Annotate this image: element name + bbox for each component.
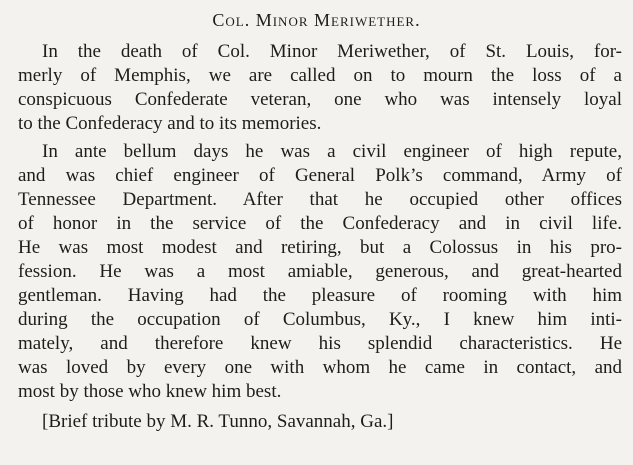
paragraph-2-line-4: of honor in the service of the Confederacy and in civil life.: [18, 213, 622, 234]
paragraph-2-line-3: Tennessee Department. After that he occupied other offices: [18, 189, 622, 210]
paragraph-1-line-4: to the Confederacy and to its memories.: [18, 113, 322, 134]
paragraph-2-line-7: gentleman. Having had the pleasure of rooming with him: [18, 285, 622, 306]
paragraph-1-line-1: In the death of Col. Minor Meriwether, of St. Louis, for-: [42, 41, 622, 62]
paragraph-2-line-1: In ante bellum days he was a civil engineer of high repute,: [42, 141, 622, 162]
paragraph-2-line-2: and was chief engineer of General Polk’s command, Army of: [18, 165, 622, 186]
paragraph-2-line-6: fession. He was a most amiable, generous, and great-hearted: [18, 261, 622, 282]
paragraph-2-line-5: He was most modest and retiring, but a Colossus in his pro-: [18, 237, 622, 258]
attribution-line: [Brief tribute by M. R. Tunno, Savannah, Ga.]: [42, 411, 394, 432]
paragraph-1-line-3: conspicuous Confederate veteran, one who was intensely loyal: [18, 89, 622, 110]
paragraph-2-line-11: most by those who knew him best.: [18, 381, 282, 402]
paragraph-2-line-10: was loved by every one with whom he came in contact, and: [18, 357, 622, 378]
paragraph-2-line-8: during the occupation of Columbus, Ky., I knew him inti-: [18, 309, 622, 330]
article-title: Col. Minor Meriwether.: [212, 10, 421, 30]
paragraph-2-line-9: mately, and therefore knew his splendid characteristics. He: [18, 333, 622, 354]
paragraph-1-line-2: merly of Memphis, we are called on to mourn the loss of a: [18, 65, 622, 86]
